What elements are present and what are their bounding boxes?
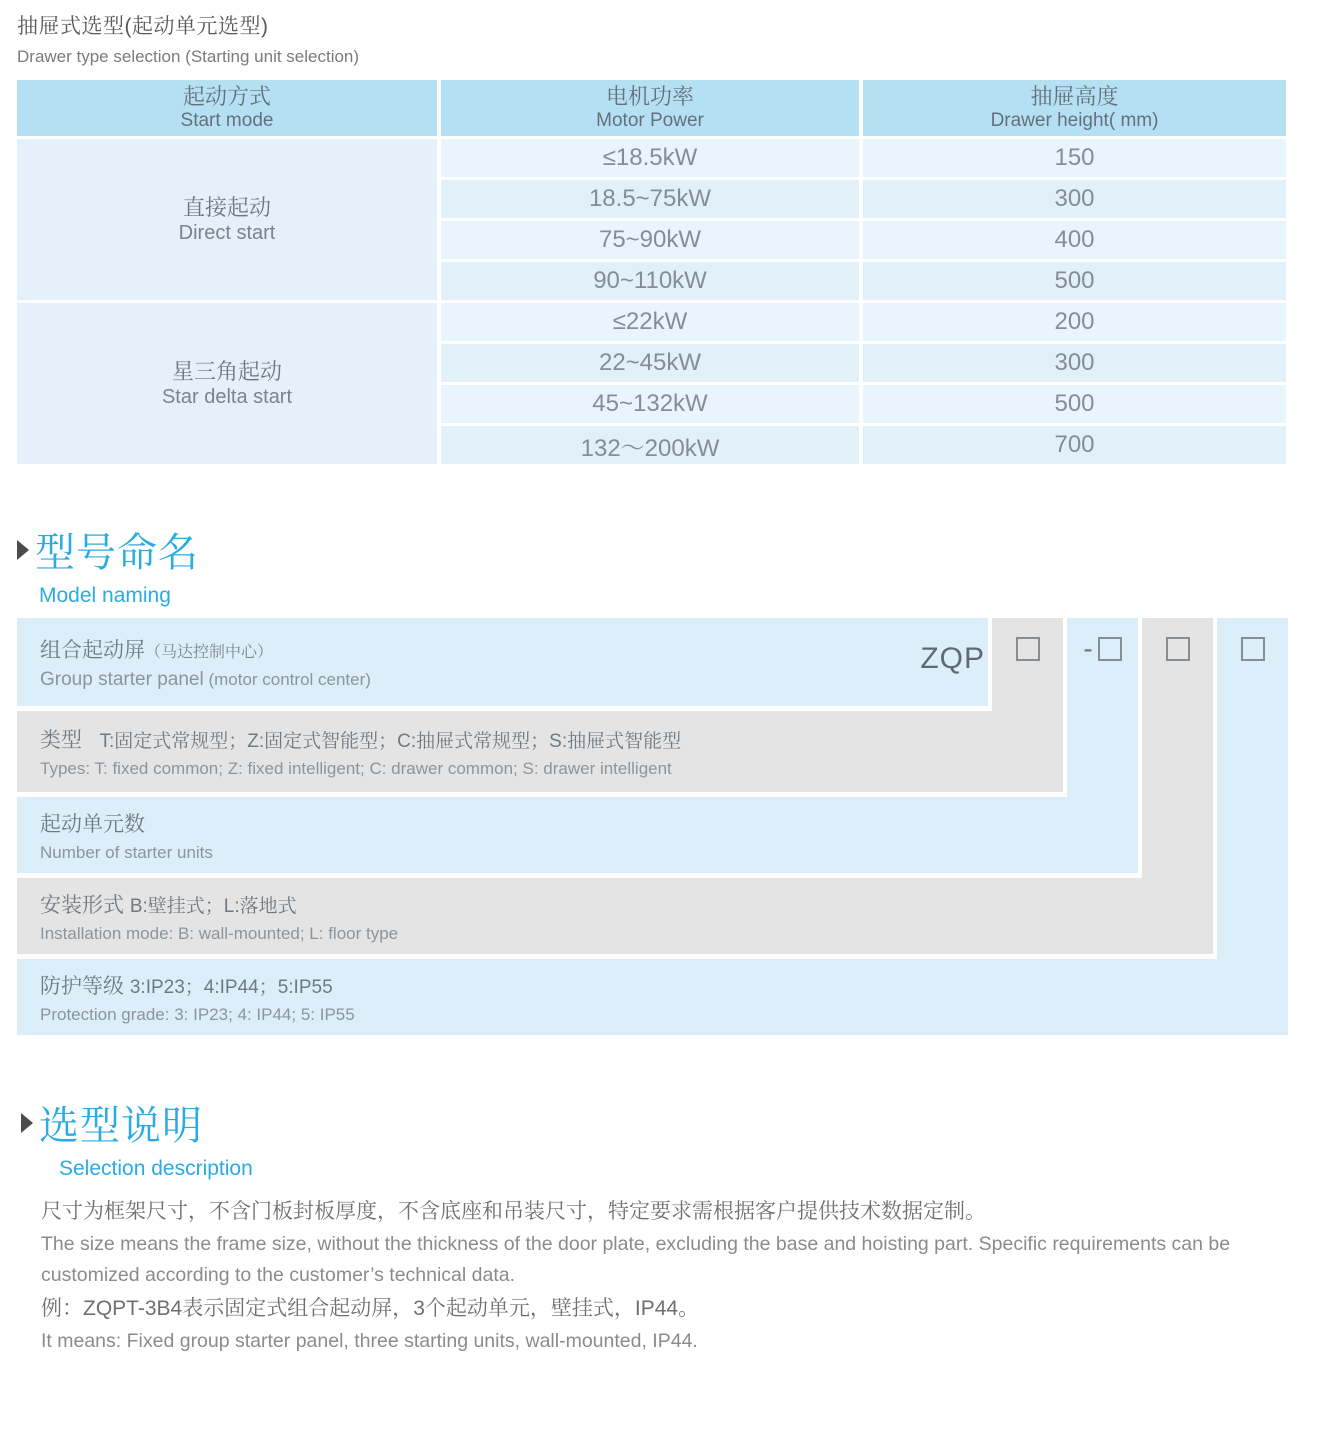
- height-cell: 700: [863, 426, 1286, 464]
- naming-row4-en: Installation mode: B: wall-mounted; L: floor type: [40, 923, 399, 943]
- model-naming-subtitle: Model naming: [39, 584, 171, 607]
- star-delta-en: Star delta start: [161, 385, 293, 408]
- example-en: It means: Fixed group starter panel, three starting units, wall-mounted, IP44.: [41, 1330, 698, 1352]
- page-title: 抽屉式选型(起动单元选型): [17, 15, 269, 38]
- model-code-box-type: [1016, 637, 1040, 661]
- group-cell-star-delta: [17, 303, 437, 464]
- header-motor-power-en: Motor Power: [596, 110, 704, 131]
- direct-start-en: Direct start: [178, 221, 276, 244]
- naming-row-types: [17, 711, 1063, 792]
- power-cell: 45~132kW: [441, 385, 859, 423]
- height-cell: 500: [863, 262, 1286, 300]
- section-arrow-icon: [21, 1113, 33, 1133]
- example-cn: 例：ZQPT-3B4表示固定式组合起动屏，3个起动单元，壁挂式，IP44。: [41, 1297, 700, 1320]
- drawer-height-column: [863, 139, 1286, 464]
- header-drawer-height-cn: 抽屉高度: [1030, 84, 1119, 109]
- start-mode-column: [17, 139, 437, 464]
- naming-row1-en-paren: (motor control center): [208, 669, 371, 689]
- power-cell: 18.5~75kW: [441, 180, 859, 218]
- section-arrow-icon: [17, 540, 29, 560]
- code-column-units: [1067, 618, 1138, 797]
- model-code-box-units: [1098, 637, 1122, 661]
- naming-row-installation: [17, 878, 1213, 954]
- naming-row1-cn-label: 组合起动屏: [40, 638, 145, 662]
- star-delta-cn: 星三角起动: [171, 358, 282, 384]
- naming-row4-cn-label: 安装形式: [40, 893, 124, 917]
- power-cell: ≤22kW: [441, 303, 859, 341]
- power-cell: 132～200kW: [441, 426, 859, 464]
- header-drawer-height-en: Drawer height( mm): [990, 110, 1159, 131]
- model-code-box-protection: [1241, 637, 1265, 661]
- selection-description-title: 选型说明: [39, 1104, 203, 1148]
- naming-row2-cn-label: 类型: [40, 729, 82, 752]
- model-naming-diagram: [17, 618, 1288, 1035]
- naming-row5-cn: [40, 970, 1288, 1000]
- naming-row-starter-units: [17, 797, 1138, 873]
- code-column-type: [992, 618, 1063, 711]
- header-drawer-height: [863, 80, 1286, 136]
- drawer-selection-table: [17, 80, 1286, 464]
- power-cell: ≤18.5kW: [441, 139, 859, 177]
- header-start-mode-cn: 起动方式: [182, 84, 271, 109]
- selection-description-body: [41, 1196, 1291, 1359]
- power-cell: 75~90kW: [441, 221, 859, 259]
- naming-row3-en: Number of starter units: [40, 842, 213, 862]
- model-naming-heading: [17, 521, 199, 608]
- selection-description-heading: [21, 1094, 253, 1181]
- naming-row4-cn-detail: B:壁挂式；L:落地式: [129, 895, 297, 917]
- naming-row2-en: Types: T: fixed common; Z: fixed intelligent; C: drawer common; S: drawer intelligent: [40, 759, 672, 778]
- naming-row2-cn: [40, 724, 1063, 754]
- power-cell: 22~45kW: [441, 344, 859, 382]
- naming-row5-cn-detail: 3:IP23；4:IP44；5:IP55: [129, 976, 333, 998]
- model-naming-title: 型号命名: [35, 531, 199, 575]
- naming-row-protection: [17, 959, 1288, 1035]
- header-start-mode: [17, 80, 437, 136]
- selection-description-subtitle: Selection description: [59, 1157, 253, 1180]
- model-code-dash: -: [1083, 633, 1093, 664]
- table-header-row: [17, 80, 1286, 136]
- naming-row1-cn: [40, 634, 988, 664]
- height-cell: 300: [863, 180, 1286, 218]
- code-column-protection: [1217, 618, 1288, 959]
- page-subtitle: Drawer type selection (Starting unit selection): [17, 47, 360, 66]
- naming-row-group-starter-panel: [17, 618, 988, 706]
- naming-row1-en-label: Group starter panel: [40, 668, 204, 690]
- height-cell: 500: [863, 385, 1286, 423]
- code-column-installation: [1142, 618, 1213, 878]
- description-en: The size means the frame size, without the thickness of the door plate, excluding the base and hoisting part. Specific requirements can be customized according to the customer’s technical data.: [41, 1233, 1231, 1286]
- model-code-prefix: ZQP: [920, 642, 985, 675]
- header-motor-power: [441, 80, 859, 136]
- header-start-mode-en: Start mode: [180, 110, 274, 131]
- header-motor-power-cn: 电机功率: [605, 84, 694, 109]
- naming-row4-cn: [40, 889, 1213, 919]
- group-cell-direct-start: [17, 139, 437, 300]
- naming-row5-en: Protection grade: 3: IP23; 4: IP44; 5: IP55: [40, 1004, 355, 1024]
- height-cell: 300: [863, 344, 1286, 382]
- naming-row3-cn: 起动单元数: [40, 812, 145, 836]
- motor-power-column: [441, 139, 859, 464]
- page-title-block: [17, 10, 359, 67]
- naming-row5-cn-label: 防护等级: [40, 974, 124, 998]
- naming-row2-cn-detail: T:固定式常规型；Z:固定式智能型；C:抽屉式常规型；S:抽屉式智能型: [99, 731, 682, 752]
- table-body: [17, 139, 1286, 464]
- power-cell: 90~110kW: [441, 262, 859, 300]
- naming-row1-en: [40, 669, 988, 691]
- height-cell: 200: [863, 303, 1286, 341]
- direct-start-cn: 直接起动: [182, 194, 271, 220]
- description-cn: 尺寸为框架尺寸，不含门板封板厚度，不含底座和吊装尺寸，特定要求需根据客户提供技术数据定制。: [41, 1200, 986, 1223]
- model-code-box-installation: [1166, 637, 1190, 661]
- height-cell: 400: [863, 221, 1286, 259]
- height-cell: 150: [863, 139, 1286, 177]
- naming-row1-cn-paren: （马达控制中心）: [145, 643, 274, 661]
